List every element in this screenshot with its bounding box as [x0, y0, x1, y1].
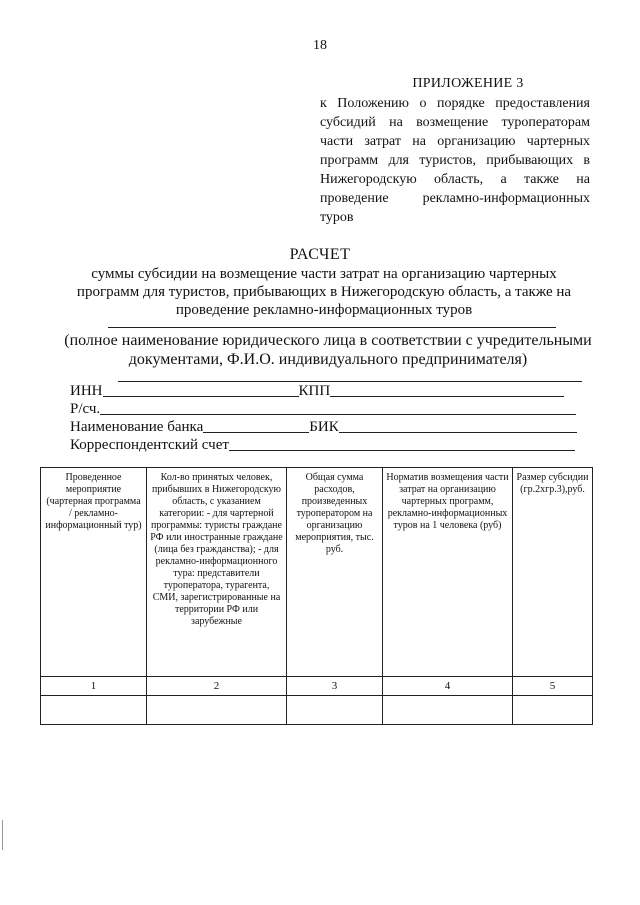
appendix-text: к Положению о порядке предоставления субсидий на возмещение туроператорам части затрат на организацию чартерных программ для туристов, прибывающих в Нижегородскую область, а также на проведение рекламно-информационных туров	[320, 96, 590, 225]
kpp-field-line	[330, 382, 564, 397]
bik-label: БИК	[309, 419, 339, 435]
header-event: Проведенное мероприятие (чартерная программа / рекламно-информационный тур)	[41, 468, 147, 677]
column-number: 4	[383, 677, 513, 696]
header-subsidy-amount: Размер субсидии (гр.2хгр.3),руб.	[513, 468, 593, 677]
bank-name-field-line	[203, 418, 309, 433]
corr-account-label: Корреспондентский счет	[70, 437, 229, 453]
corr-account-field-line	[229, 436, 575, 451]
kpp-label: КПП	[298, 383, 331, 399]
account-field-line	[100, 400, 576, 415]
header-total-expenses: Общая сумма расходов, произведенных туроператором на организацию мероприятия, тыс. руб.	[287, 468, 383, 677]
appendix-block	[320, 74, 590, 227]
bik-field-line	[339, 418, 577, 433]
table-cell	[513, 696, 593, 725]
account-label: Р/сч.	[70, 401, 101, 417]
bank-name-label: Наименование банка	[70, 419, 204, 435]
table-row	[41, 696, 593, 725]
calculation-title: РАСЧЕТ	[289, 246, 351, 263]
appendix-title: ПРИЛОЖЕНИЕ 3	[412, 76, 524, 91]
subsidy-table	[40, 467, 593, 725]
table-header-row	[41, 468, 593, 677]
header-people-count: Кол-во принятых человек, прибывших в Нижегородскую область, с указанием категории: - для чартерной программы: туристы граждане РФ или иностранные граждане (лица без гражданства); - для рекламно-информационного тура: представители туроператора, турагента, СМИ, зарегистрированные на территории РФ или зарубежные	[147, 468, 287, 677]
column-number-row	[41, 677, 593, 696]
table-cell	[287, 696, 383, 725]
entity-name-caption: (полное наименование юридического лица в соответствии с учредительными документами, Ф.И.О. индивидуального предпринимателя)	[64, 332, 592, 368]
inn-label: ИНН	[70, 383, 103, 399]
inn-kpp-row	[70, 382, 564, 400]
header-reimbursement-norm: Норматив возмещения части затрат на организацию чартерных программ, рекламно-информационных туров на 1 человека (руб)	[383, 468, 513, 677]
calculation-subtitle: суммы субсидии на возмещение части затрат на организацию чартерных программ для туристов, прибывающих в Нижегородскую область, а также на проведение рекламно-информационных туров	[76, 266, 572, 318]
bank-bik-row	[70, 418, 577, 436]
column-number: 1	[41, 677, 147, 696]
account-row	[70, 400, 576, 418]
table-cell	[383, 696, 513, 725]
page-number: 18	[313, 38, 327, 53]
corr-account-row	[70, 436, 575, 454]
scan-margin-mark	[2, 820, 3, 850]
column-number: 2	[147, 677, 287, 696]
column-number: 3	[287, 677, 383, 696]
column-number: 5	[513, 677, 593, 696]
inn-field-line	[103, 382, 299, 397]
table-cell	[147, 696, 287, 725]
entity-name-line	[108, 327, 556, 328]
table-cell	[41, 696, 147, 725]
